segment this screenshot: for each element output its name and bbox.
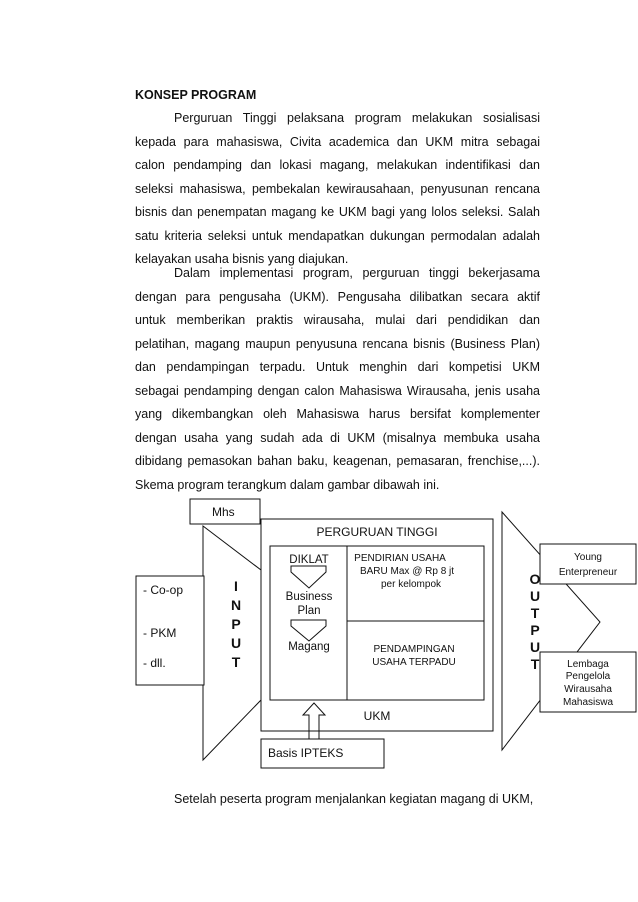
input-letter: T	[231, 654, 241, 670]
pendampingan-label: USAHA TERPADU	[372, 657, 456, 668]
pendirian-label: BARU Max @ Rp 8 jt	[359, 566, 455, 577]
lembaga-label: Wirausaha	[564, 684, 612, 695]
pendampingan-label: PENDAMPINGAN	[373, 644, 455, 655]
text-line: Skema program terangkum dalam gambar dibawah ini.	[135, 477, 440, 492]
input-letter: P	[231, 616, 241, 632]
down-arrow-icon	[291, 620, 326, 641]
pendirian-label: PENDIRIAN USAHA	[354, 553, 446, 564]
text-line: dibidang pemasokan bahan baku, keagenan, pemasaran, frenchise,...).	[135, 454, 540, 468]
text-line: yang dikembangkan oleh Mahasiswa harus bersifat komplementer	[135, 407, 540, 421]
output-letter: U	[529, 639, 541, 655]
output-letter: U	[529, 588, 541, 604]
closing-paragraph	[135, 788, 540, 812]
text-line: seleksi mahasiswa, pembekalan kewirausahaan, penyusunan rencana	[135, 181, 540, 196]
business-plan-label: Business	[285, 591, 333, 603]
output-letter: T	[530, 656, 540, 672]
text-line: calon pendamping dan lokasi magang, melakukan indentifikasi dan	[135, 158, 540, 172]
text-line: Dalam implementasi program, perguruan tinggi bekerjasama	[174, 266, 540, 280]
section-heading: KONSEP PROGRAM	[135, 88, 257, 102]
input-item: - dll.	[143, 656, 166, 670]
mhs-label: Mhs	[212, 505, 235, 519]
input-letter: U	[230, 635, 242, 651]
text-line: bisnis dan penempatan magang ke UKM bagi yang lolos seleksi. Salah	[135, 205, 540, 219]
text-line: pelatihan, magang maupun penyusuna rencana bisnis (Business Plan)	[135, 336, 540, 351]
output-letter: O	[529, 571, 541, 587]
ukm-label: UKM	[363, 709, 391, 723]
magang-label: Magang	[288, 641, 330, 653]
text-line: dengan usaha yang sudah ada di UKM (misalnya membuka usaha	[135, 430, 540, 445]
young-enterpreneur-box	[540, 544, 636, 584]
text-line: satu kriteria seleksi untuk mendapatkan dukungan permodalan adalah	[135, 228, 540, 243]
text-line: kepada para mahasiswa, Civita academica dan UKM mitra sebagai	[135, 134, 540, 149]
young-enterpreneur-label: Enterpreneur	[558, 567, 618, 578]
input-letter: N	[230, 597, 242, 613]
output-letter: T	[530, 605, 540, 621]
lembaga-label: Pengelola	[565, 671, 611, 682]
text-line: sebagai pendamping dengan calon Mahasiswa Wirausaha, jenis usaha	[135, 383, 540, 398]
up-arrow-icon	[303, 703, 325, 739]
text-line: Setelah peserta program menjalankan kegiatan magang di UKM,	[174, 792, 534, 806]
business-plan-label: Plan	[297, 605, 321, 617]
text-line: kelayakan usaha bisnis yang diajukan.	[135, 252, 349, 266]
lembaga-label: Mahasiswa	[562, 697, 614, 708]
perguruan-tinggi-label: PERGURUAN TINGGI	[316, 525, 438, 539]
young-enterpreneur-label: Young	[574, 552, 602, 563]
diklat-label: DIKLAT	[289, 554, 329, 566]
basis-ipteks-label: Basis IPTEKS	[268, 746, 344, 760]
down-arrow-icon	[291, 566, 326, 588]
text-line: Perguruan Tinggi pelaksana program melakukan sosialisasi	[174, 111, 540, 125]
text-line: untuk memberikan praktis wirausaha, mulai dari pendidikan dan	[135, 313, 540, 327]
output-letter: P	[530, 622, 540, 638]
lembaga-label: Lembaga	[567, 659, 609, 670]
perguruan-tinggi-box	[261, 519, 493, 731]
text-line: dengan para pengusaha (UKM). Pengusaha dilibatkan secara aktif	[135, 289, 540, 304]
pendirian-label: per kelompok	[380, 579, 442, 590]
text-line: dan pendampingan terpadu. Untuk menghin dari kompetisi UKM	[135, 360, 540, 374]
input-item: - Co-op	[143, 583, 184, 597]
input-letter: I	[234, 578, 238, 594]
input-item: - PKM	[143, 626, 177, 640]
